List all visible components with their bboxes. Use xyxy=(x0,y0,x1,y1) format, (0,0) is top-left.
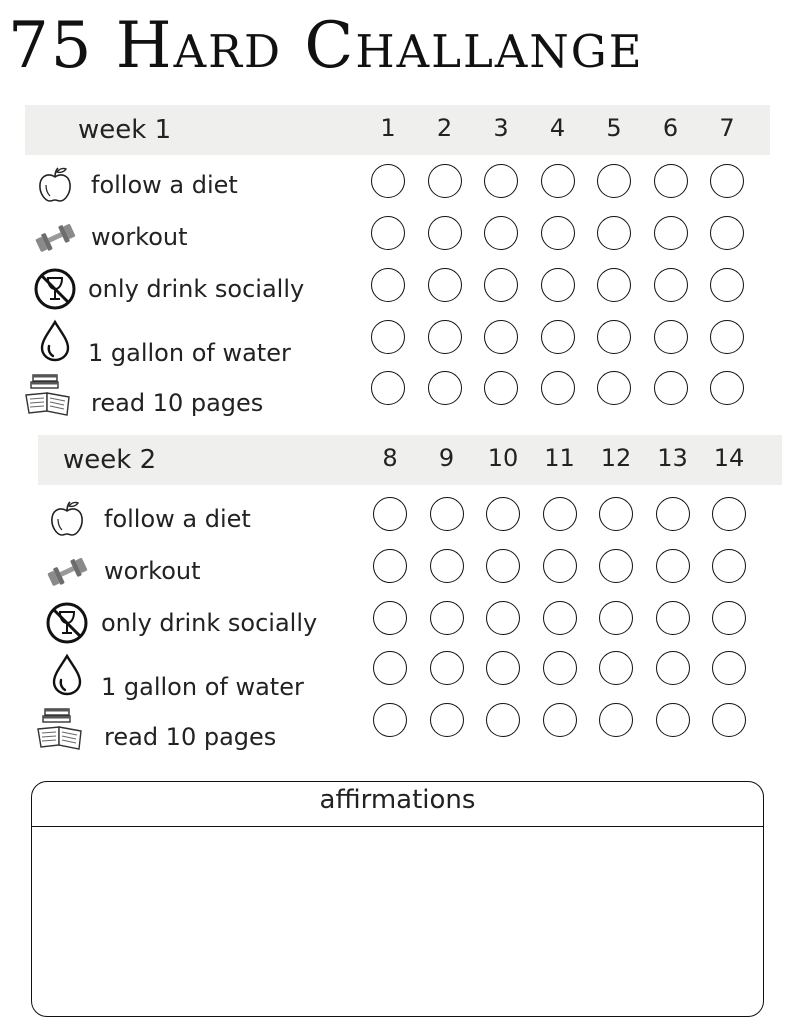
books-icon xyxy=(23,373,67,417)
water-drop-icon xyxy=(33,319,77,363)
checkbox-circle[interactable] xyxy=(430,601,464,635)
books-icon xyxy=(35,707,79,751)
day-number: 8 xyxy=(382,444,398,472)
day-number: 9 xyxy=(438,444,455,472)
checkbox-circle[interactable] xyxy=(484,216,518,250)
checkbox-circle[interactable] xyxy=(599,651,633,685)
checkbox-circle[interactable] xyxy=(373,651,407,685)
dumbbell-icon xyxy=(33,215,77,259)
task-label: only drink socially xyxy=(88,275,305,303)
checkbox-circle[interactable] xyxy=(541,216,575,250)
checkbox-circle[interactable] xyxy=(371,164,405,198)
checkbox-circle[interactable] xyxy=(543,703,577,737)
day-number: 10 xyxy=(487,444,519,472)
checkbox-circle[interactable] xyxy=(430,497,464,531)
checkbox-circle[interactable] xyxy=(428,268,462,302)
week-block xyxy=(0,435,794,755)
checkbox-circle[interactable] xyxy=(712,549,746,583)
checkbox-circle[interactable] xyxy=(597,216,631,250)
page-title: 75 Hard Challange xyxy=(8,9,644,83)
task-label: workout xyxy=(91,223,188,251)
day-number: 5 xyxy=(606,114,622,142)
checkbox-circle[interactable] xyxy=(599,703,633,737)
checkbox-circle[interactable] xyxy=(654,164,688,198)
checkbox-circle[interactable] xyxy=(710,371,744,405)
day-number: 3 xyxy=(493,114,509,142)
checkbox-circle[interactable] xyxy=(486,497,520,531)
water-drop-icon xyxy=(45,653,89,697)
checkbox-circle[interactable] xyxy=(599,601,633,635)
checkbox-circle[interactable] xyxy=(541,320,575,354)
checkbox-circle[interactable] xyxy=(712,601,746,635)
week-label: week 2 xyxy=(63,445,157,475)
checkbox-circle[interactable] xyxy=(656,601,690,635)
checkbox-circle[interactable] xyxy=(373,703,407,737)
task-label: read 10 pages xyxy=(91,389,264,417)
task-label: 1 gallon of water xyxy=(88,339,291,367)
no-alcohol-icon xyxy=(45,601,89,645)
checkbox-circle[interactable] xyxy=(543,497,577,531)
day-number: 4 xyxy=(549,114,566,142)
checkbox-circle[interactable] xyxy=(543,549,577,583)
day-number: 13 xyxy=(657,444,688,472)
checkbox-circle[interactable] xyxy=(710,216,744,250)
checkbox-circle[interactable] xyxy=(371,216,405,250)
checkbox-circle[interactable] xyxy=(712,497,746,531)
no-alcohol-icon xyxy=(33,267,77,311)
checkbox-circle[interactable] xyxy=(428,320,462,354)
checkbox-circle[interactable] xyxy=(371,320,405,354)
checkbox-circle[interactable] xyxy=(543,651,577,685)
checkbox-circle[interactable] xyxy=(486,601,520,635)
task-label: follow a diet xyxy=(104,505,251,533)
checkbox-circle[interactable] xyxy=(541,268,575,302)
checkbox-circle[interactable] xyxy=(428,164,462,198)
checkbox-circle[interactable] xyxy=(597,268,631,302)
checkbox-circle[interactable] xyxy=(597,320,631,354)
checkbox-circle[interactable] xyxy=(373,549,407,583)
day-number: 1 xyxy=(380,114,396,142)
checkbox-circle[interactable] xyxy=(597,371,631,405)
day-number: 2 xyxy=(436,114,453,142)
checkbox-circle[interactable] xyxy=(428,216,462,250)
day-number: 6 xyxy=(662,114,679,142)
checkbox-circle[interactable] xyxy=(654,371,688,405)
apple-icon xyxy=(33,163,77,207)
checkbox-circle[interactable] xyxy=(428,371,462,405)
checkbox-circle[interactable] xyxy=(430,651,464,685)
checkbox-circle[interactable] xyxy=(712,651,746,685)
checkbox-circle[interactable] xyxy=(710,164,744,198)
checkbox-circle[interactable] xyxy=(597,164,631,198)
checkbox-circle[interactable] xyxy=(373,497,407,531)
day-number: 11 xyxy=(544,444,575,472)
checkbox-circle[interactable] xyxy=(486,703,520,737)
checkbox-circle[interactable] xyxy=(710,268,744,302)
apple-icon xyxy=(45,497,89,541)
checkbox-circle[interactable] xyxy=(486,549,520,583)
task-label: read 10 pages xyxy=(104,723,277,751)
week-block xyxy=(0,105,794,425)
checkbox-circle[interactable] xyxy=(654,320,688,354)
checkbox-circle[interactable] xyxy=(486,651,520,685)
affirmations-box[interactable] xyxy=(31,781,764,1017)
checkbox-circle[interactable] xyxy=(656,497,690,531)
checkbox-circle[interactable] xyxy=(710,320,744,354)
checkbox-circle[interactable] xyxy=(541,164,575,198)
task-label: follow a diet xyxy=(91,171,238,199)
checkbox-circle[interactable] xyxy=(656,703,690,737)
task-label: workout xyxy=(104,557,201,585)
checkbox-circle[interactable] xyxy=(484,320,518,354)
affirmations-title: affirmations xyxy=(319,785,476,815)
checkbox-circle[interactable] xyxy=(599,549,633,583)
checkbox-circle[interactable] xyxy=(484,164,518,198)
checkbox-circle[interactable] xyxy=(430,549,464,583)
day-number: 14 xyxy=(713,444,745,472)
checkbox-circle[interactable] xyxy=(599,497,633,531)
task-label: only drink socially xyxy=(101,609,318,637)
checkbox-circle[interactable] xyxy=(371,371,405,405)
checkbox-circle[interactable] xyxy=(543,601,577,635)
checkbox-circle[interactable] xyxy=(484,268,518,302)
task-label: 1 gallon of water xyxy=(101,673,304,701)
checkbox-circle[interactable] xyxy=(656,651,690,685)
checkbox-circle[interactable] xyxy=(371,268,405,302)
day-number: 7 xyxy=(719,114,735,142)
checkbox-circle[interactable] xyxy=(654,268,688,302)
day-number: 12 xyxy=(600,444,632,472)
checkbox-circle[interactable] xyxy=(373,601,407,635)
checkbox-circle[interactable] xyxy=(712,703,746,737)
checkbox-circle[interactable] xyxy=(541,371,575,405)
affirmations-divider xyxy=(32,826,763,827)
checkbox-circle[interactable] xyxy=(484,371,518,405)
checkbox-circle[interactable] xyxy=(656,549,690,583)
week-label: week 1 xyxy=(78,115,172,145)
checkbox-circle[interactable] xyxy=(430,703,464,737)
dumbbell-icon xyxy=(45,549,89,593)
checkbox-circle[interactable] xyxy=(654,216,688,250)
